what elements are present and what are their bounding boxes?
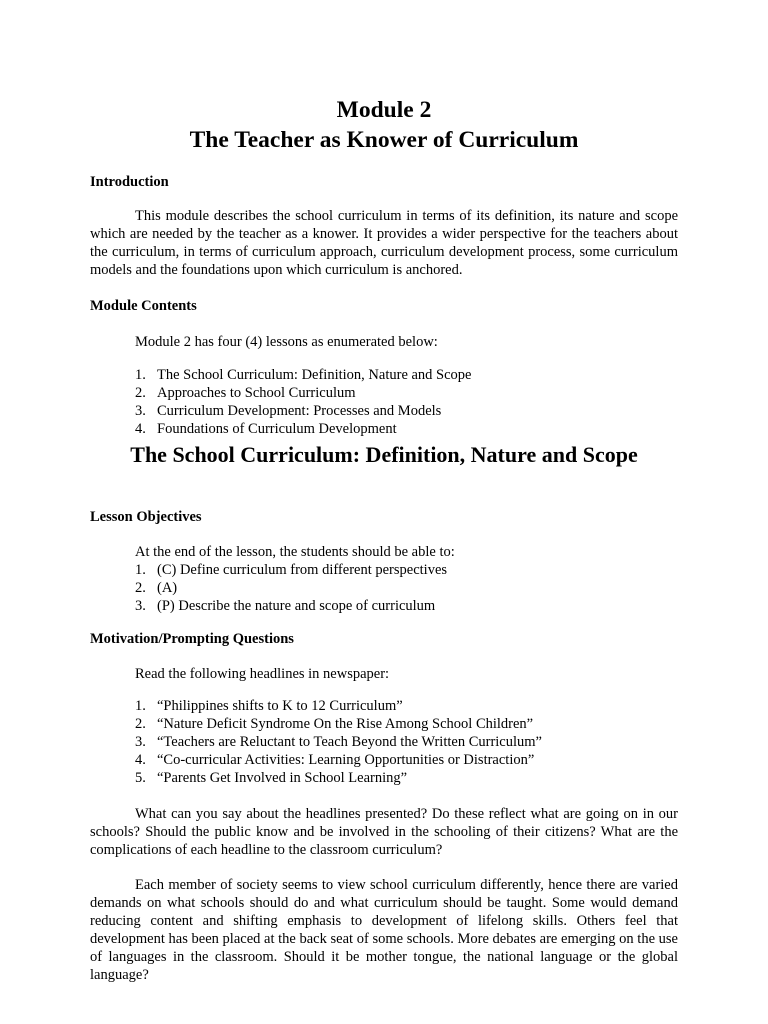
list-item <box>135 751 675 769</box>
list-number: 2. <box>135 716 146 732</box>
list-number: 1. <box>135 698 146 714</box>
list-text: The School Curriculum: Definition, Nature and Scope <box>157 367 472 383</box>
objectives-list <box>135 561 675 615</box>
list-item <box>135 697 675 715</box>
motivation-lead: Read the following headlines in newspaper: <box>135 666 390 682</box>
lesson-objectives-heading: Lesson Objectives <box>90 509 202 525</box>
list-item <box>135 769 675 787</box>
list-number: 1. <box>135 367 146 383</box>
headlines-list <box>135 697 675 787</box>
list-text: “Nature Deficit Syndrome On the Rise Among School Children” <box>157 716 534 732</box>
list-number: 3. <box>135 598 146 614</box>
list-item <box>135 715 675 733</box>
list-number: 1. <box>135 562 146 578</box>
list-text: Foundations of Curriculum Development <box>157 421 397 437</box>
list-item <box>135 420 675 438</box>
list-number: 4. <box>135 421 146 437</box>
module-number: Module 2 <box>336 97 432 123</box>
module-contents-heading: Module Contents <box>90 298 197 314</box>
society-views-paragraph: Each member of society seems to view school curriculum differently, hence there are varied demands on what schools should do and what curriculum should be taught. Some would demand reducing content and shifting emphasis to development of lifelong skills. Others feel that development has been placed at the back seat of some schools. More debates are emerging on the use of languages in the classroom. Should it be mother tongue, the national language or the global language? <box>90 877 678 983</box>
list-text: Curriculum Development: Processes and Models <box>157 403 442 419</box>
list-item <box>135 402 675 420</box>
list-text: “Co-curricular Activities: Learning Opportunities or Distraction” <box>157 752 535 768</box>
objectives-lead: At the end of the lesson, the students should be able to: <box>135 544 455 560</box>
list-item <box>135 579 675 597</box>
list-text: Approaches to School Curriculum <box>157 385 356 401</box>
list-number: 2. <box>135 385 146 401</box>
list-item <box>135 366 675 384</box>
list-text: (C) Define curriculum from different perspectives <box>157 562 448 578</box>
list-text: (P) Describe the nature and scope of curriculum <box>157 598 436 614</box>
list-number: 4. <box>135 752 146 768</box>
list-item <box>135 384 675 402</box>
motivation-heading: Motivation/Prompting Questions <box>90 631 294 647</box>
headlines-discussion-paragraph: What can you say about the headlines presented? Do these reflect what are going on in our schools? Should the public know and be involved in the schooling of their citizens? What are the complications of each headline to the classroom curriculum? <box>90 806 678 858</box>
list-text: “Teachers are Reluctant to Teach Beyond the Written Curriculum” <box>157 734 542 750</box>
module-title <box>90 95 678 155</box>
lesson-title: The School Curriculum: Definition, Nature and Scope <box>130 442 638 467</box>
list-text: (A) <box>157 580 178 596</box>
list-item <box>135 733 675 751</box>
introduction-heading: Introduction <box>90 174 169 190</box>
list-number: 3. <box>135 403 146 419</box>
module-subtitle: The Teacher as Knower of Curriculum <box>189 127 579 153</box>
list-text: “Parents Get Involved in School Learning” <box>157 770 408 786</box>
lessons-list <box>135 366 675 438</box>
list-number: 2. <box>135 580 146 596</box>
list-text: “Philippines shifts to K to 12 Curriculum” <box>157 698 403 714</box>
list-item <box>135 597 675 615</box>
module-contents-lead: Module 2 has four (4) lessons as enumerated below: <box>135 334 438 350</box>
list-number: 3. <box>135 734 146 750</box>
introduction-paragraph: This module describes the school curriculum in terms of its definition, its nature and scope which are needed by the teacher as a knower. It provides a wider perspective for the teachers about the curriculum, in terms of curriculum approach, curriculum development process, some curriculum models and the foundations upon which curriculum is anchored. <box>90 208 678 278</box>
list-number: 5. <box>135 770 146 786</box>
list-item <box>135 561 675 579</box>
